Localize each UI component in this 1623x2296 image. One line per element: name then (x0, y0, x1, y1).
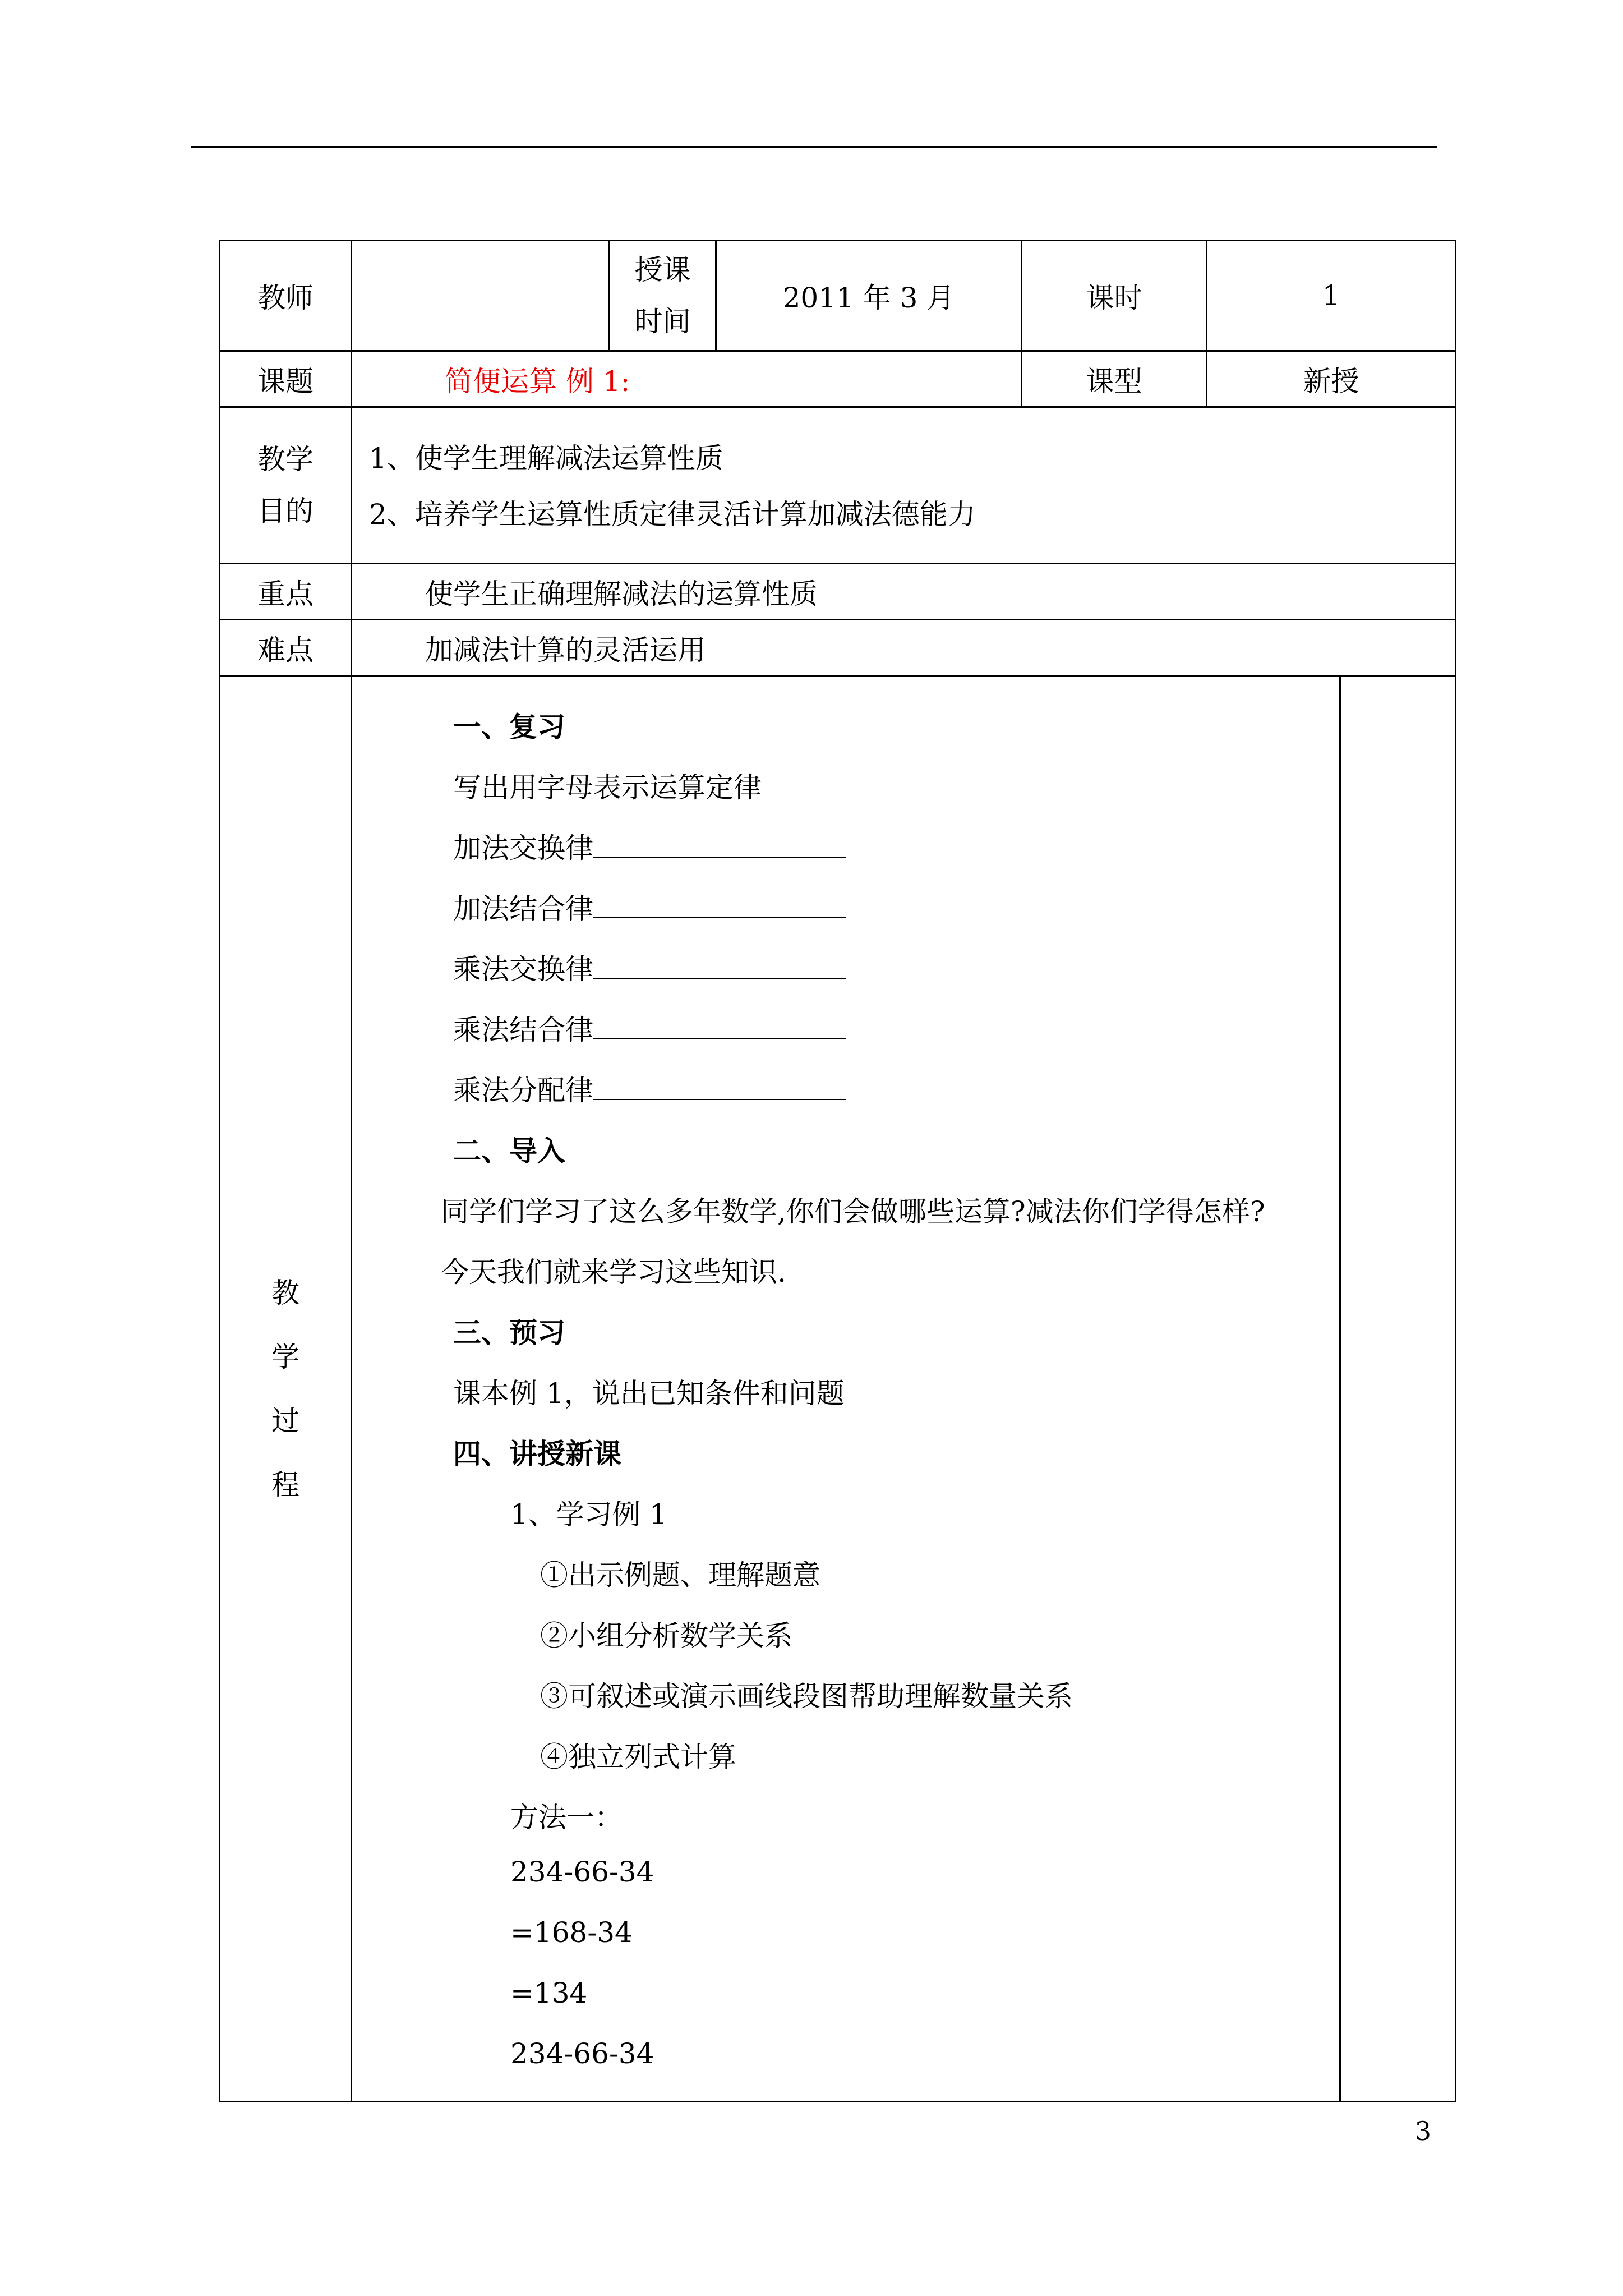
calc-line: =168-34 (510, 1916, 633, 1949)
key-point-label: 重点 (220, 564, 352, 620)
review-heading: 一、复习 (453, 710, 565, 743)
header-row (220, 241, 1456, 351)
law-name: 乘法分配律 (453, 1074, 593, 1107)
goals-label (220, 407, 352, 564)
process-label-char: 过 (271, 1404, 299, 1437)
intro-heading: 二、导入 (453, 1134, 565, 1167)
difficulty-row (220, 620, 1456, 676)
difficulty-label: 难点 (220, 620, 352, 676)
goals-content (352, 407, 1456, 564)
header-rule (191, 146, 1437, 148)
lesson-plan-table (219, 240, 1456, 2102)
lesson-type-label: 课型 (1022, 351, 1207, 407)
answer-blank[interactable] (593, 1078, 846, 1100)
goals-label-line1: 教学 (257, 443, 313, 476)
goal-item: 2、培养学生运算性质定律灵活计算加减法德能力 (369, 498, 976, 531)
process-label (220, 676, 352, 2102)
teacher-value (352, 241, 610, 351)
page-number: 3 (1414, 2116, 1431, 2146)
key-point-row (220, 564, 1456, 620)
law-name: 乘法交换律 (453, 953, 593, 986)
process-label-char: 教 (271, 1276, 299, 1309)
preview-heading: 三、预习 (453, 1316, 565, 1349)
calc-line: =134 (510, 1977, 588, 2009)
answer-blank[interactable] (593, 835, 846, 858)
topic-label: 课题 (220, 351, 352, 407)
answer-blank[interactable] (593, 1017, 846, 1039)
calc-line: 234-66-34 (510, 1856, 654, 1888)
step-item: ③可叙述或演示画线段图帮助理解数量关系 (540, 1680, 1073, 1713)
process-label-char: 学 (271, 1340, 299, 1373)
teacher-label: 教师 (220, 241, 352, 351)
study-item: 1、学习例 1 (510, 1498, 667, 1531)
law-name: 加法交换律 (453, 832, 593, 864)
time-label-line2: 时间 (634, 305, 691, 338)
law-name: 乘法结合律 (453, 1014, 593, 1046)
topic-title: 简便运算 例 1: (352, 351, 1022, 407)
time-label (610, 241, 716, 351)
answer-blank[interactable] (593, 896, 846, 918)
law-line (453, 947, 846, 987)
intro-text: 今天我们就来学习这些知识. (441, 1256, 786, 1289)
time-label-line1: 授课 (634, 254, 691, 286)
difficulty-value: 加减法计算的灵活运用 (352, 620, 1456, 676)
date-value: 2011 年 3 月 (716, 241, 1022, 351)
period-value: 1 (1207, 241, 1456, 351)
process-content (352, 676, 1456, 2102)
process-label-char: 程 (271, 1468, 299, 1501)
preview-text: 课本例 1，说出已知条件和问题 (453, 1377, 845, 1410)
goal-item: 1、使学生理解减法运算性质 (369, 442, 723, 475)
law-line (453, 886, 846, 927)
step-item: ④独立列式计算 (540, 1741, 736, 1773)
calc-line: 234-66-34 (510, 2037, 654, 2070)
key-point-value: 使学生正确理解减法的运算性质 (352, 564, 1456, 620)
answer-blank[interactable] (593, 956, 846, 979)
process-area (352, 677, 1455, 2101)
step-item: ②小组分析数学关系 (540, 1619, 792, 1652)
intro-text: 同学们学习了这么多年数学,你们会做哪些运算?减法你们学得怎样? (441, 1195, 1265, 1228)
review-intro: 写出用字母表示运算定律 (453, 771, 762, 804)
teach-heading: 四、讲授新课 (453, 1437, 621, 1470)
topic-row (220, 351, 1456, 407)
law-line (453, 1068, 846, 1108)
law-line (453, 826, 846, 866)
law-line (453, 1007, 846, 1048)
goals-label-line2: 目的 (257, 495, 313, 527)
notes-column-divider (1339, 677, 1341, 2101)
period-label: 课时 (1022, 241, 1207, 351)
lesson-type-value: 新授 (1207, 351, 1456, 407)
law-name: 加法结合律 (453, 892, 593, 925)
method-label: 方法一： (510, 1801, 623, 1834)
process-row (220, 676, 1456, 2102)
step-item: ①出示例题、理解题意 (540, 1559, 820, 1591)
goals-row (220, 407, 1456, 564)
